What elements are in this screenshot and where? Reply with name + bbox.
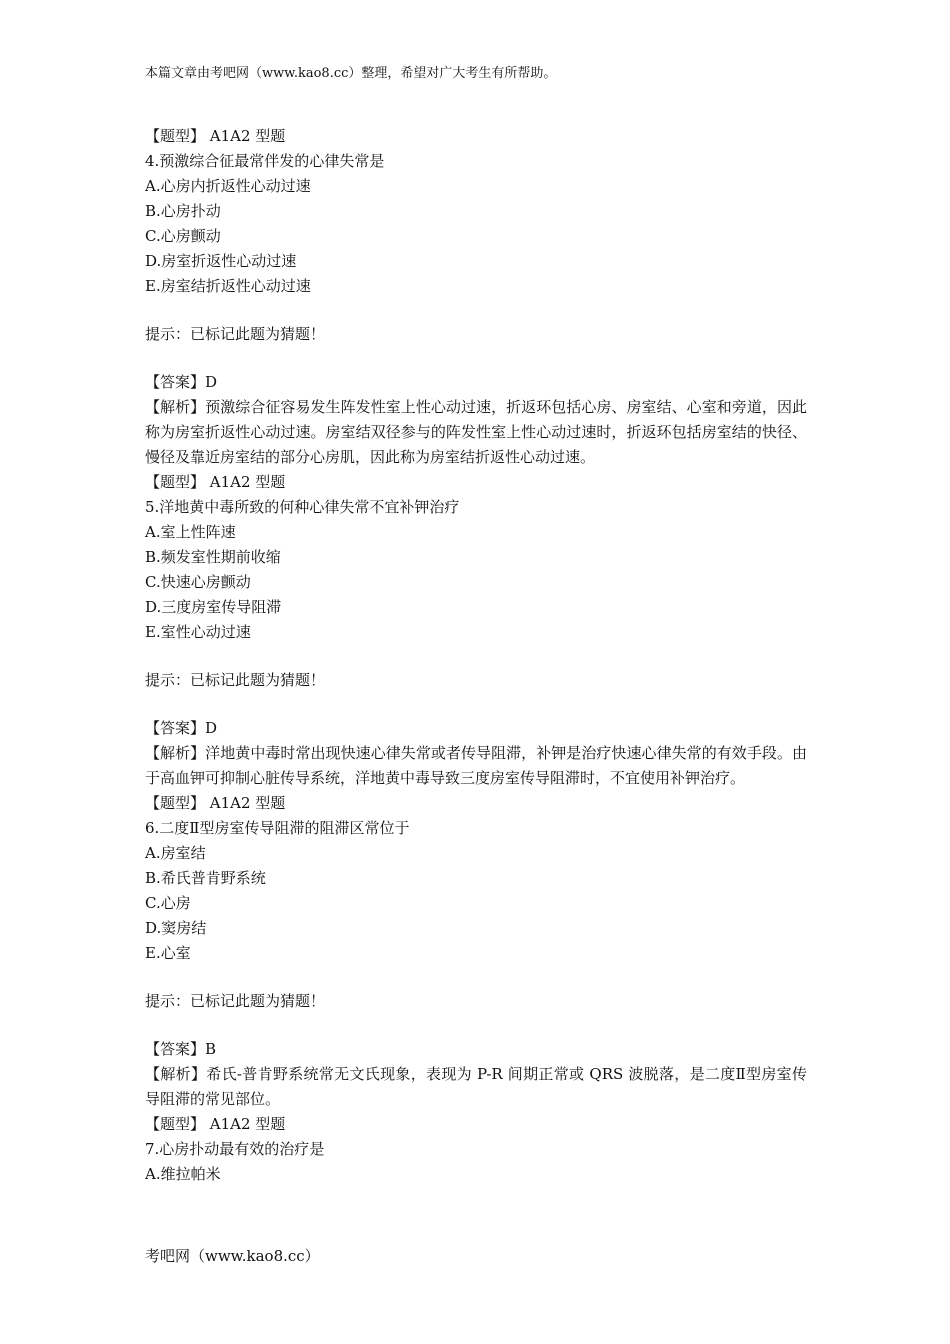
question-stem: 7.心房扑动最有效的治疗是 <box>145 1140 325 1158</box>
option-a: A.心房内折返性心动过速 <box>145 177 311 195</box>
question-4 <box>145 124 807 470</box>
answer-text: 【答案】D <box>145 719 218 737</box>
option-b: B.希氏普肯野系统 <box>145 869 266 887</box>
hint-text: 提示：已标记此题为猜题！ <box>145 325 326 343</box>
question-stem: 5.洋地黄中毒所致的何种心律失常不宜补钾治疗 <box>145 498 460 516</box>
question-type: 【题型】 A1A2 型题 <box>145 473 286 491</box>
option-b: B.频发室性期前收缩 <box>145 548 281 566</box>
analysis-text: 【解析】预激综合征容易发生阵发性室上性心动过速，折返环包括心房、房室结、心室和旁道，因此称为房室折返性心动过速。房室结双径参与的阵发性室上性心动过速时，折返环包括房室结的快径、慢径及靠近房室结的部分心房肌，因此称为房室结折返性心动过速。 <box>145 398 807 466</box>
hint-text: 提示：已标记此题为猜题！ <box>145 671 326 689</box>
option-b: B.心房扑动 <box>145 202 221 220</box>
option-a: A.室上性阵速 <box>145 523 236 541</box>
question-6 <box>145 791 807 1112</box>
question-stem: 4.预激综合征最常伴发的心律失常是 <box>145 152 385 170</box>
question-type: 【题型】 A1A2 型题 <box>145 1115 286 1133</box>
hint-text: 提示：已标记此题为猜题！ <box>145 992 326 1010</box>
page-footer: 考吧网（www.kao8.cc） <box>145 1247 320 1265</box>
option-a: A.维拉帕米 <box>145 1165 221 1183</box>
option-e: E.房室结折返性心动过速 <box>145 277 311 295</box>
option-e: E.室性心动过速 <box>145 623 251 641</box>
option-d: D.窦房结 <box>145 919 207 937</box>
option-d: D.房室折返性心动过速 <box>145 252 297 270</box>
analysis-text: 【解析】洋地黄中毒时常出现快速心律失常或者传导阻滞，补钾是治疗快速心律失常的有效手段。由于高血钾可抑制心脏传导系统，洋地黄中毒导致三度房室传导阻滞时，不宜使用补钾治疗。 <box>145 744 807 787</box>
answer-text: 【答案】B <box>145 1040 217 1058</box>
option-a: A.房室结 <box>145 844 206 862</box>
analysis-text: 【解析】希氏-普肯野系统常无文氏现象，表现为 P-R 间期正常或 QRS 波脱落，是二度Ⅱ型房室传导阻滞的常见部位。 <box>145 1065 807 1108</box>
question-7 <box>145 1112 807 1187</box>
option-c: C.心房 <box>145 894 191 912</box>
question-stem: 6.二度Ⅱ型房室传导阻滞的阻滞区常位于 <box>145 819 410 837</box>
option-d: D.三度房室传导阻滞 <box>145 598 282 616</box>
page-header: 本篇文章由考吧网（www.kao8.cc）整理，希望对广大考生有所帮助。 <box>145 66 557 81</box>
question-type: 【题型】 A1A2 型题 <box>145 127 286 145</box>
option-e: E.心室 <box>145 944 191 962</box>
question-5 <box>145 470 807 791</box>
question-type: 【题型】 A1A2 型题 <box>145 794 286 812</box>
option-c: C.快速心房颤动 <box>145 573 251 591</box>
option-c: C.心房颤动 <box>145 227 221 245</box>
answer-text: 【答案】D <box>145 373 218 391</box>
document-body <box>145 124 807 1187</box>
